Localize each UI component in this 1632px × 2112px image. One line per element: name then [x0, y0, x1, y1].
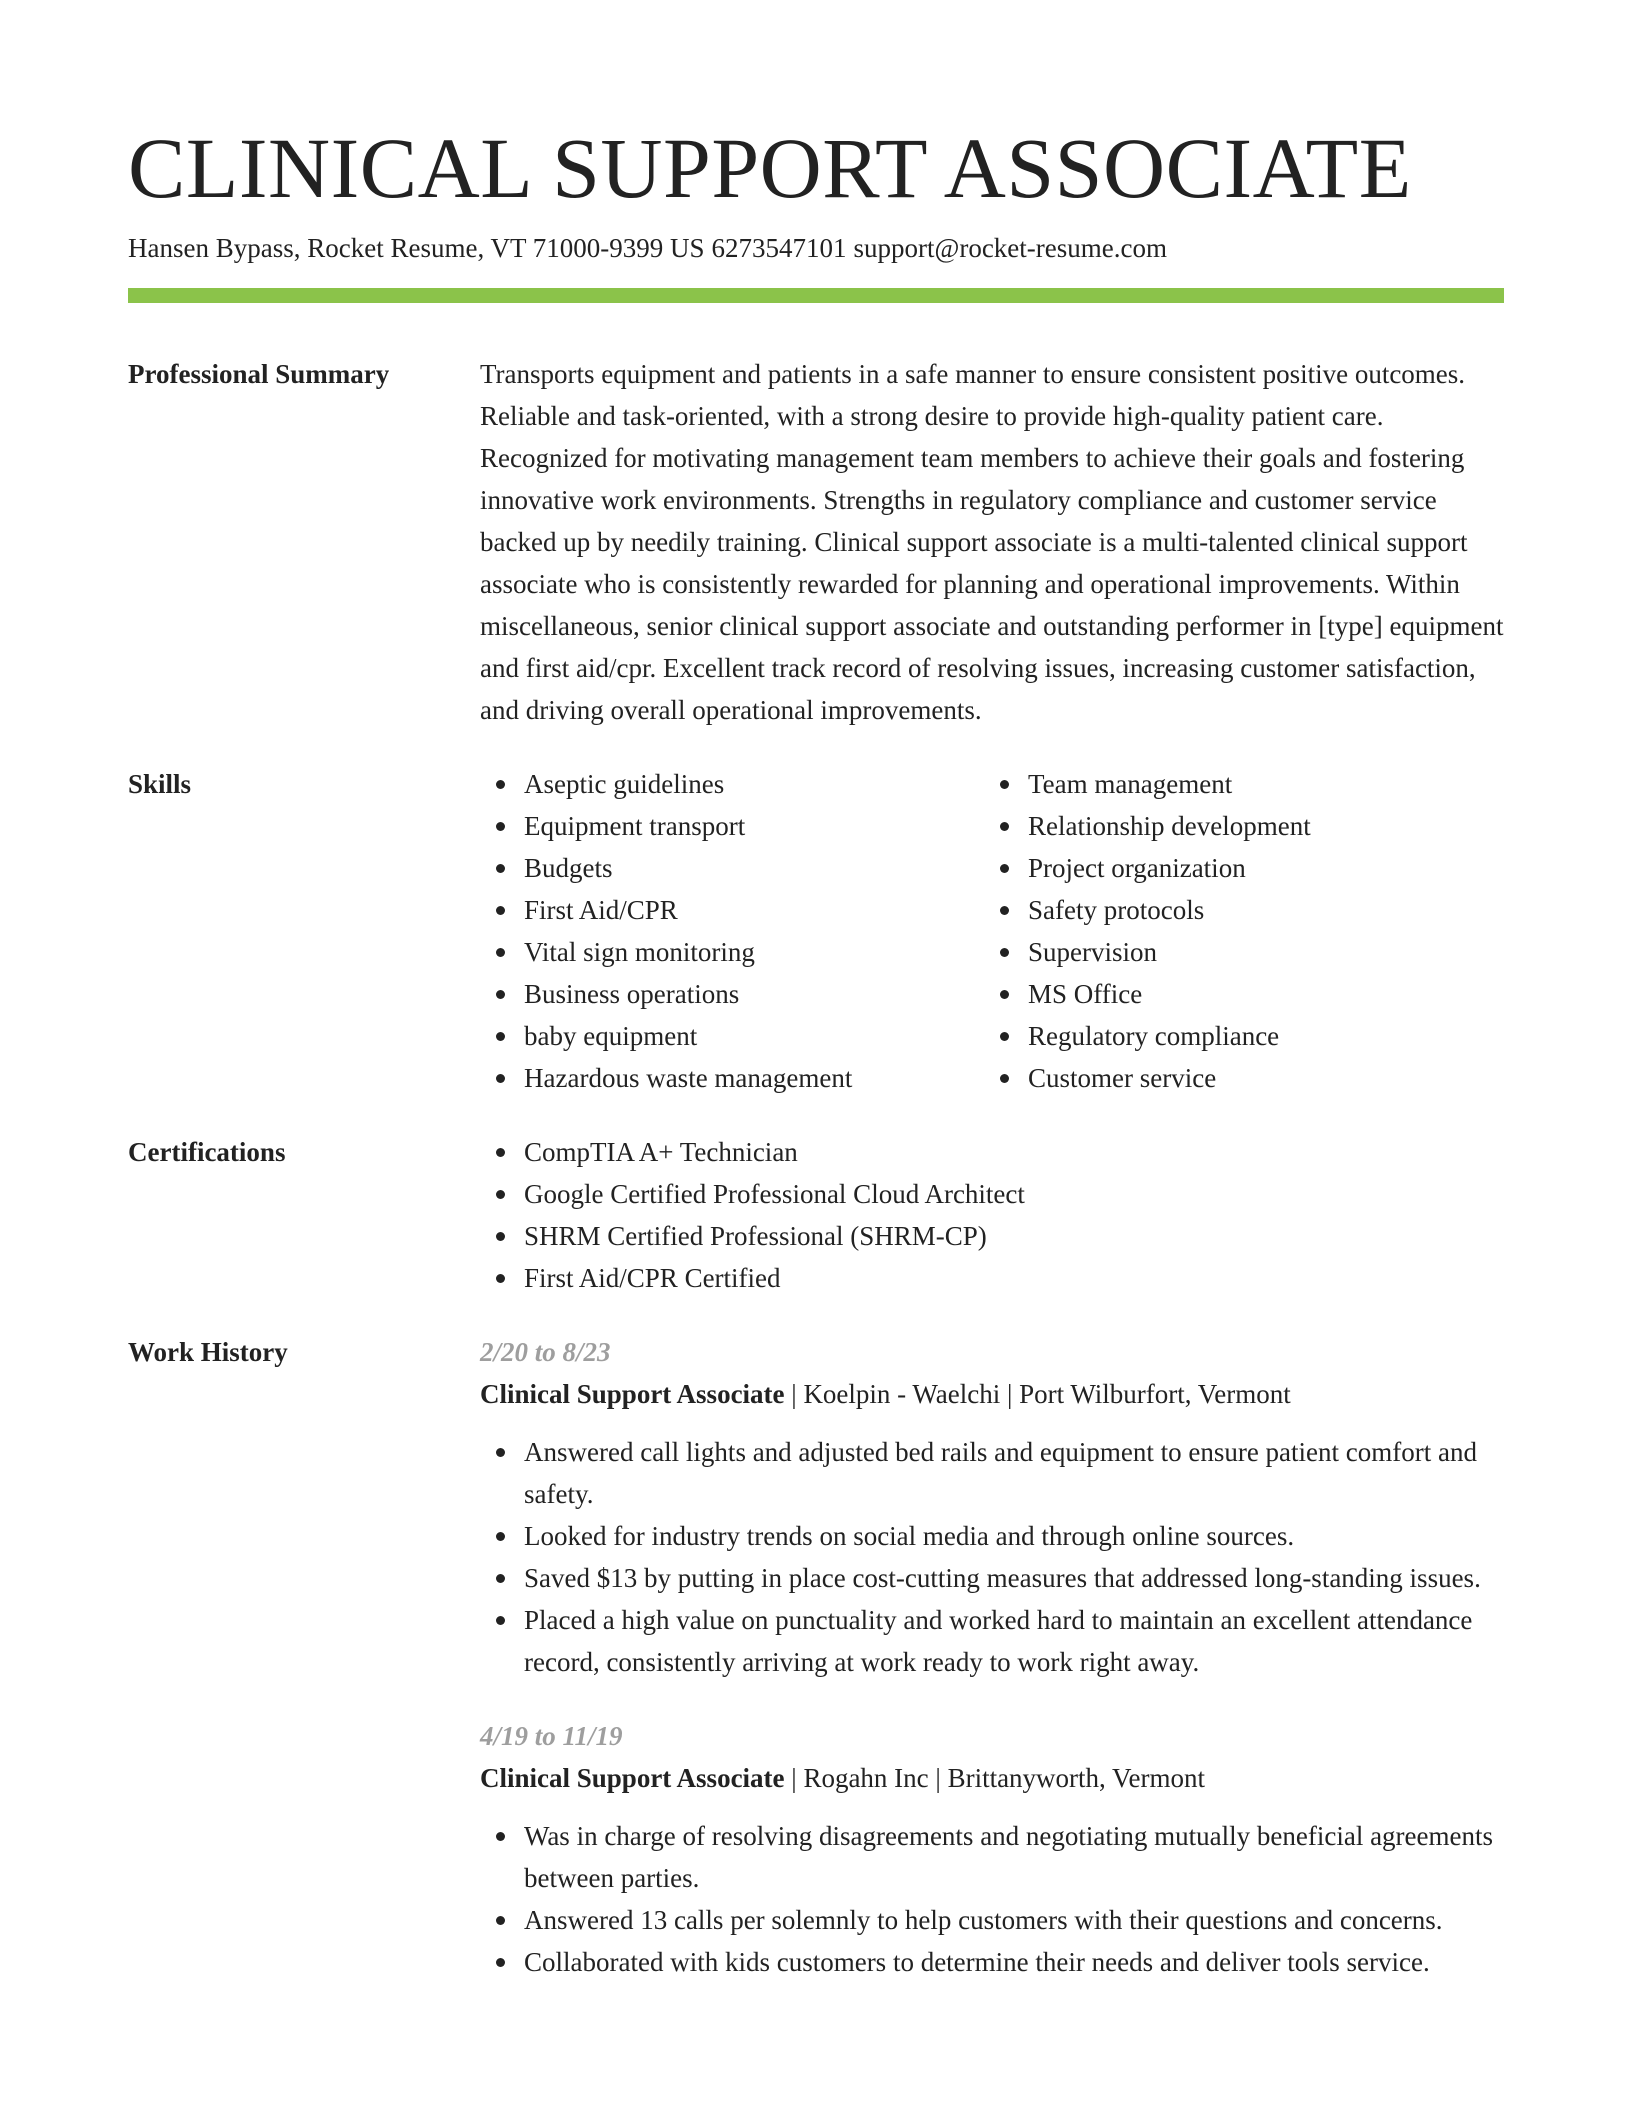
certification-item: Google Certified Professional Cloud Architect [480, 1173, 1504, 1215]
skill-item: Project organization [984, 847, 1488, 889]
job-bullet: Collaborated with kids customers to determine their needs and deliver tools service. [480, 1941, 1504, 1983]
job-bullet: Was in charge of resolving disagreements and negotiating mutually beneficial agreements between parties. [480, 1815, 1504, 1899]
work-history-body [480, 1331, 1504, 1983]
header-accent-rule [128, 288, 1504, 303]
job-separator: | [1006, 1379, 1013, 1409]
job-bullet: Answered call lights and adjusted bed rails and equipment to ensure patient comfort and safety. [480, 1431, 1504, 1515]
job-bullet: Placed a high value on punctuality and worked hard to maintain an excellent attendance record, consistently arriving at work ready to work right away. [480, 1599, 1504, 1683]
contact-phone: 6273547101 [711, 233, 847, 263]
job-separator: | [791, 1763, 797, 1793]
skill-item: Supervision [984, 931, 1488, 973]
certifications-section [128, 1131, 1504, 1299]
skill-item: Business operations [480, 973, 984, 1015]
skills-list-left [480, 763, 984, 1099]
skill-item: Regulatory compliance [984, 1015, 1488, 1057]
job-bullet: Answered 13 calls per solemnly to help customers with their questions and concerns. [480, 1899, 1504, 1941]
job-location: Brittanyworth, Vermont [947, 1763, 1206, 1793]
job-separator: | [935, 1763, 941, 1793]
skills-label: Skills [128, 769, 192, 799]
work-history-label: Work History [128, 1337, 288, 1367]
skills-section [128, 763, 1504, 1099]
job-entry [480, 1331, 1504, 1683]
certifications-label: Certifications [128, 1137, 286, 1167]
certifications-body [480, 1131, 1504, 1299]
job-location: Port Wilburfort, Vermont [1019, 1379, 1291, 1409]
summary-section [128, 353, 1504, 731]
skill-item: Budgets [480, 847, 984, 889]
skill-item: Aseptic guidelines [480, 763, 984, 805]
summary-text: Transports equipment and patients in a safe manner to ensure consistent positive outcomes. Reliable and task-oriented, with a strong desire to provide high-quality patient care. Recognized for motivating management team members to achieve their goals and fostering innovative work environments. Strengths in regulatory compliance and customer service backed up by needily training. Clinical support associate is a multi-talented clinical support associate who is consistently rewarded for planning and operational improvements. Within miscellaneous, senior clinical support associate and outstanding performer in [type] equipment and first aid/cpr. Excellent track record of resolving issues, increasing customer satisfaction, and driving overall operational improvements. [480, 359, 1504, 725]
certification-item: SHRM Certified Professional (SHRM-CP) [480, 1215, 1504, 1257]
skill-item: Safety protocols [984, 889, 1488, 931]
contact-line [128, 230, 1504, 266]
job-bullets [480, 1815, 1504, 1983]
contact-address: Hansen Bypass, Rocket Resume, VT 71000-9399 US [128, 233, 705, 263]
job-bullets [480, 1431, 1504, 1683]
contact-email: support@rocket-resume.com [853, 233, 1167, 263]
skills-list-right [984, 763, 1488, 1099]
skill-item: Hazardous waste management [480, 1057, 984, 1099]
job-dates: 2/20 to 8/23 [480, 1337, 611, 1367]
job-heading [480, 1757, 1504, 1799]
skill-item: Relationship development [984, 805, 1488, 847]
job-heading [480, 1373, 1504, 1415]
job-company: Rogahn Inc [803, 1763, 929, 1793]
resume-name-heading: CLINICAL SUPPORT ASSOCIATE [128, 120, 1412, 216]
job-title: Clinical Support Associate [480, 1763, 785, 1793]
skill-item: baby equipment [480, 1015, 984, 1057]
job-bullet: Looked for industry trends on social media and through online sources. [480, 1515, 1504, 1557]
resume-page [128, 0, 1504, 1983]
job-company: Koelpin - Waelchi [803, 1379, 1001, 1409]
skill-item: Team management [984, 763, 1488, 805]
skill-item: Vital sign monitoring [480, 931, 984, 973]
skills-body [480, 763, 1504, 1099]
skill-item: MS Office [984, 973, 1488, 1015]
job-dates: 4/19 to 11/19 [480, 1721, 623, 1751]
skills-columns [480, 763, 1504, 1099]
certification-item: First Aid/CPR Certified [480, 1257, 1504, 1299]
job-title: Clinical Support Associate [480, 1379, 785, 1409]
work-history-section [128, 1331, 1504, 1983]
skill-item: First Aid/CPR [480, 889, 984, 931]
job-entry [480, 1715, 1504, 1983]
certification-item: CompTIA A+ Technician [480, 1131, 1504, 1173]
summary-label: Professional Summary [128, 359, 390, 389]
skill-item: Customer service [984, 1057, 1488, 1099]
certifications-list [480, 1131, 1504, 1299]
job-bullet: Saved $13 by putting in place cost-cutting measures that addressed long-standing issues. [480, 1557, 1504, 1599]
job-separator: | [791, 1379, 797, 1409]
skill-item: Equipment transport [480, 805, 984, 847]
